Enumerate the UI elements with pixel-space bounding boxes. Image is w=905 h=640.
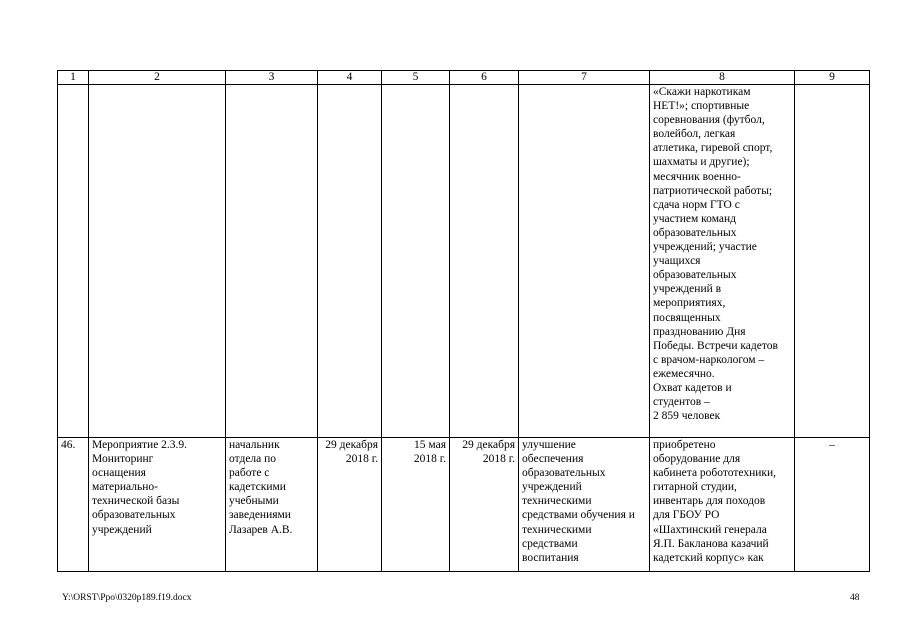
footer-file-path: Y:\ORST\Ppo\0320p189.f19.docx: [62, 593, 192, 603]
column-number: 8: [650, 71, 795, 85]
table-row-continuation: [58, 85, 870, 438]
results-cell: «Скажи наркотикам НЕТ!»; спортивные соревнования (футбол, волейбол, легкая атлетика, гиревой спорт, шахматы и другие); месячник военно- патриотической работы; сдача норм ГТО с участием команд образовательных учреждений; участие учащихся образовательных учреждений в мероприятиях, посвященных празднованию Дня Победы. Встречи кадетов с врачом-наркологом – ежемесячно. Охват кадетов и студентов – 2 859 человек: [650, 85, 795, 438]
column-number: 7: [519, 71, 650, 85]
table-row-46: [58, 438, 870, 572]
plan-table: [57, 70, 870, 572]
column-number: 9: [795, 71, 870, 85]
row-number-cell: 46.: [58, 438, 89, 572]
column-number-row: [58, 71, 870, 85]
column-number: 2: [89, 71, 226, 85]
date-cell: 29 декабря 2018 г.: [450, 438, 519, 572]
date-cell: 15 мая 2018 г.: [382, 438, 450, 572]
table-cell: [795, 85, 870, 438]
table-cell: [519, 85, 650, 438]
table-cell: [58, 85, 89, 438]
column-number: 3: [226, 71, 318, 85]
table-cell: [318, 85, 382, 438]
responsible-cell: начальник отдела по работе с кадетскими учебными заведениями Лазарев А.В.: [226, 438, 318, 572]
event-cell: Мероприятие 2.3.9. Мониторинг оснащения материально- технической базы образовательных учреждений: [89, 438, 226, 572]
notes-cell: –: [795, 438, 870, 572]
column-number: 4: [318, 71, 382, 85]
page-number: 48: [850, 593, 860, 603]
expected-result-cell: улучшение обеспечения образовательных учреждений техническими средствами обучения и техническими средствами воспитания: [519, 438, 650, 572]
table-cell: [382, 85, 450, 438]
table-cell: [226, 85, 318, 438]
results-cell: приобретено оборудование для кабинета робототехники, гитарной студии, инвентарь для походов для ГБОУ РО «Шахтинский генерала Я.П. Бакланова казачий кадетский корпус» как: [650, 438, 795, 572]
column-number: 1: [58, 71, 89, 85]
table-cell: [89, 85, 226, 438]
table-cell: [450, 85, 519, 438]
date-cell: 29 декабря 2018 г.: [318, 438, 382, 572]
column-number: 5: [382, 71, 450, 85]
column-number: 6: [450, 71, 519, 85]
